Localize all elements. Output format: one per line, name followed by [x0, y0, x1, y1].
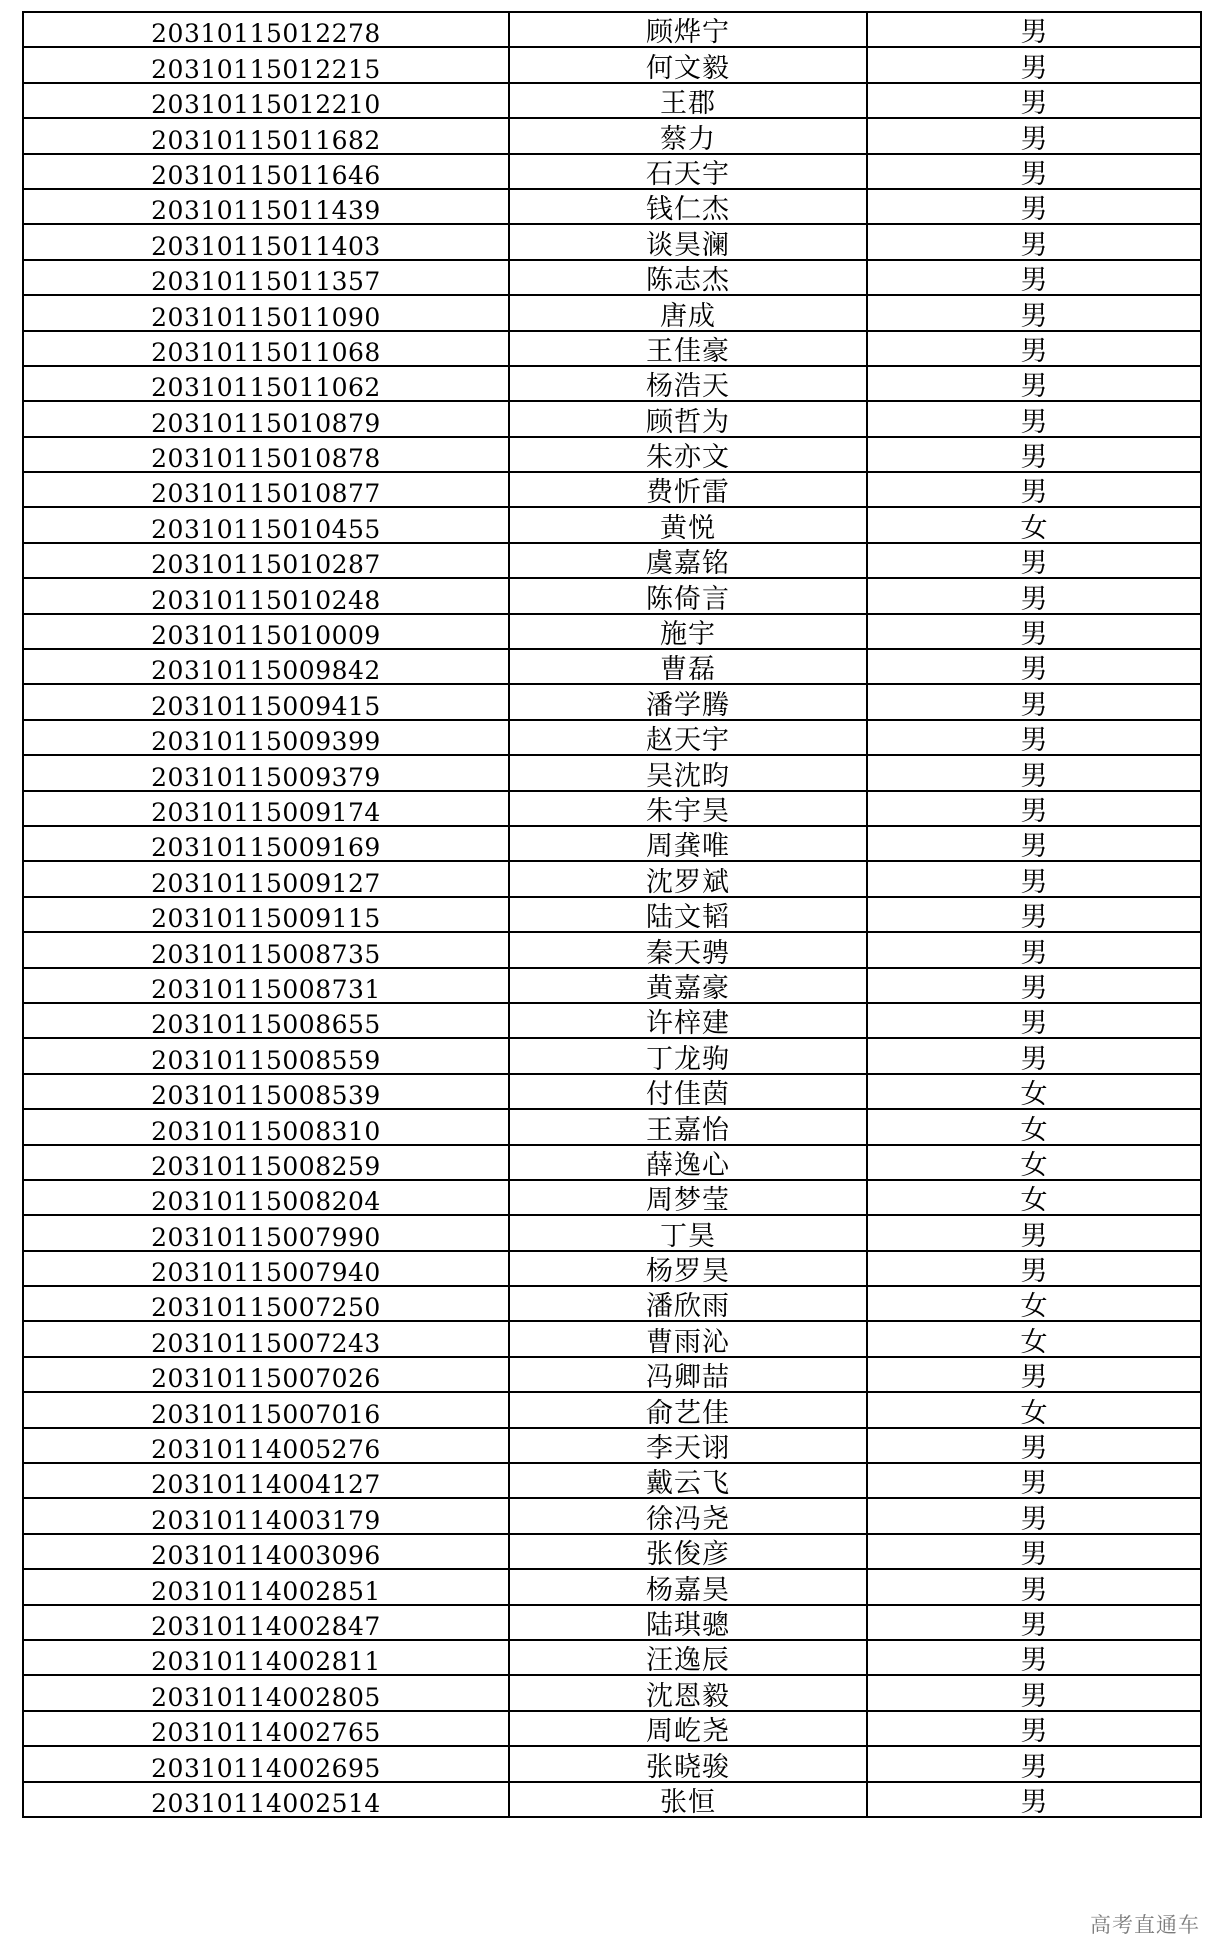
student-name-cell: 吴沈昀	[509, 755, 867, 790]
student-name-cell: 周梦莹	[509, 1180, 867, 1215]
student-name-cell: 何文毅	[509, 47, 867, 82]
table-row	[23, 1392, 1201, 1427]
exam-id-cell: 20310115011062	[23, 366, 509, 401]
exam-id-cell: 20310114005276	[23, 1428, 509, 1463]
exam-id-cell: 20310115010287	[23, 543, 509, 578]
gender-cell: 女	[867, 1286, 1201, 1321]
student-name-cell: 顾哲为	[509, 401, 867, 436]
gender-cell: 男	[867, 154, 1201, 189]
gender-cell: 男	[867, 861, 1201, 896]
table-row	[23, 47, 1201, 82]
table-row	[23, 1074, 1201, 1109]
student-name-cell: 潘欣雨	[509, 1286, 867, 1321]
gender-cell: 男	[867, 614, 1201, 649]
table-row	[23, 260, 1201, 295]
table-row	[23, 1640, 1201, 1675]
exam-id-cell: 20310115012278	[23, 12, 509, 47]
gender-cell: 男	[867, 437, 1201, 472]
gender-cell: 男	[867, 1498, 1201, 1533]
gender-cell: 男	[867, 1357, 1201, 1392]
table-row	[23, 118, 1201, 153]
gender-cell: 女	[867, 1321, 1201, 1356]
student-name-cell: 许梓建	[509, 1003, 867, 1038]
student-name-cell: 王佳豪	[509, 331, 867, 366]
gender-cell: 男	[867, 1038, 1201, 1073]
gender-cell: 男	[867, 968, 1201, 1003]
gender-cell: 男	[867, 1711, 1201, 1746]
student-name-cell: 虞嘉铭	[509, 543, 867, 578]
gender-cell: 男	[867, 366, 1201, 401]
table-row	[23, 720, 1201, 755]
gender-cell: 女	[867, 1109, 1201, 1144]
exam-id-cell: 20310115012210	[23, 83, 509, 118]
table-row	[23, 1782, 1201, 1817]
student-list-body	[23, 12, 1201, 1817]
gender-cell: 男	[867, 684, 1201, 719]
gender-cell: 女	[867, 1180, 1201, 1215]
gender-cell: 男	[867, 578, 1201, 613]
table-row	[23, 12, 1201, 47]
gender-cell: 男	[867, 897, 1201, 932]
table-row	[23, 932, 1201, 967]
gender-cell: 女	[867, 1145, 1201, 1180]
table-row	[23, 1145, 1201, 1180]
exam-id-cell: 20310115010879	[23, 401, 509, 436]
student-name-cell: 陆文韬	[509, 897, 867, 932]
exam-id-cell: 20310115009127	[23, 861, 509, 896]
exam-id-cell: 20310115008259	[23, 1145, 509, 1180]
exam-id-cell: 20310115011403	[23, 224, 509, 259]
student-name-cell: 曹雨沁	[509, 1321, 867, 1356]
student-name-cell: 曹磊	[509, 649, 867, 684]
exam-id-cell: 20310114002765	[23, 1711, 509, 1746]
gender-cell: 男	[867, 1003, 1201, 1038]
table-row	[23, 649, 1201, 684]
table-row	[23, 1746, 1201, 1781]
student-name-cell: 赵天宇	[509, 720, 867, 755]
student-name-cell: 杨浩天	[509, 366, 867, 401]
table-row	[23, 331, 1201, 366]
exam-id-cell: 20310115010877	[23, 472, 509, 507]
gender-cell: 男	[867, 826, 1201, 861]
table-row	[23, 1569, 1201, 1604]
student-name-cell: 石天宇	[509, 154, 867, 189]
gender-cell: 男	[867, 1251, 1201, 1286]
table-row	[23, 1109, 1201, 1144]
table-row	[23, 507, 1201, 542]
student-list-table	[22, 11, 1202, 1818]
student-name-cell: 王郡	[509, 83, 867, 118]
exam-id-cell: 20310115011068	[23, 331, 509, 366]
table-row	[23, 1180, 1201, 1215]
student-name-cell: 钱仁杰	[509, 189, 867, 224]
student-name-cell: 杨罗昊	[509, 1251, 867, 1286]
student-name-cell: 朱宇昊	[509, 791, 867, 826]
exam-id-cell: 20310115008559	[23, 1038, 509, 1073]
gender-cell: 男	[867, 649, 1201, 684]
gender-cell: 男	[867, 118, 1201, 153]
exam-id-cell: 20310115007940	[23, 1251, 509, 1286]
student-name-cell: 顾烨宁	[509, 12, 867, 47]
gender-cell: 女	[867, 507, 1201, 542]
student-name-cell: 秦天骋	[509, 932, 867, 967]
table-row	[23, 224, 1201, 259]
student-name-cell: 陆琪骢	[509, 1605, 867, 1640]
exam-id-cell: 20310115009379	[23, 755, 509, 790]
student-name-cell: 费忻雷	[509, 472, 867, 507]
gender-cell: 女	[867, 1074, 1201, 1109]
table-row	[23, 295, 1201, 330]
exam-id-cell: 20310115011439	[23, 189, 509, 224]
gender-cell: 男	[867, 1746, 1201, 1781]
table-row	[23, 437, 1201, 472]
table-row	[23, 826, 1201, 861]
table-row	[23, 1498, 1201, 1533]
gender-cell: 男	[867, 472, 1201, 507]
gender-cell: 男	[867, 1534, 1201, 1569]
exam-id-cell: 20310115008539	[23, 1074, 509, 1109]
student-name-cell: 陈倚言	[509, 578, 867, 613]
table-row	[23, 1321, 1201, 1356]
exam-id-cell: 20310115010455	[23, 507, 509, 542]
exam-id-cell: 20310114004127	[23, 1463, 509, 1498]
gender-cell: 男	[867, 260, 1201, 295]
gender-cell: 男	[867, 791, 1201, 826]
gender-cell: 男	[867, 1605, 1201, 1640]
exam-id-cell: 20310115009842	[23, 649, 509, 684]
exam-id-cell: 20310115009169	[23, 826, 509, 861]
student-name-cell: 陈志杰	[509, 260, 867, 295]
table-row	[23, 1534, 1201, 1569]
gender-cell: 男	[867, 12, 1201, 47]
student-name-cell: 王嘉怡	[509, 1109, 867, 1144]
gender-cell: 男	[867, 543, 1201, 578]
exam-id-cell: 20310115009174	[23, 791, 509, 826]
student-name-cell: 谈昊澜	[509, 224, 867, 259]
table-row	[23, 791, 1201, 826]
exam-id-cell: 20310114002695	[23, 1746, 509, 1781]
student-name-cell: 付佳茵	[509, 1074, 867, 1109]
student-name-cell: 张恒	[509, 1782, 867, 1817]
table-row	[23, 1038, 1201, 1073]
student-name-cell: 沈恩毅	[509, 1675, 867, 1710]
table-row	[23, 472, 1201, 507]
exam-id-cell: 20310115008731	[23, 968, 509, 1003]
exam-id-cell: 20310114002805	[23, 1675, 509, 1710]
watermark-text: 高考直通车	[1090, 1909, 1200, 1939]
gender-cell: 男	[867, 295, 1201, 330]
student-name-cell: 黄悦	[509, 507, 867, 542]
student-name-cell: 汪逸辰	[509, 1640, 867, 1675]
exam-id-cell: 20310115011682	[23, 118, 509, 153]
exam-id-cell: 20310115007026	[23, 1357, 509, 1392]
table-row	[23, 1605, 1201, 1640]
student-name-cell: 张俊彦	[509, 1534, 867, 1569]
student-name-cell: 施宇	[509, 614, 867, 649]
exam-id-cell: 20310115009399	[23, 720, 509, 755]
table-row	[23, 1286, 1201, 1321]
exam-id-cell: 20310114003179	[23, 1498, 509, 1533]
table-row	[23, 968, 1201, 1003]
table-row	[23, 897, 1201, 932]
student-name-cell: 潘学腾	[509, 684, 867, 719]
exam-id-cell: 20310115008655	[23, 1003, 509, 1038]
gender-cell: 男	[867, 1428, 1201, 1463]
table-row	[23, 684, 1201, 719]
student-name-cell: 俞艺佳	[509, 1392, 867, 1427]
table-row	[23, 1711, 1201, 1746]
table-row	[23, 1357, 1201, 1392]
exam-id-cell: 20310115009115	[23, 897, 509, 932]
exam-id-cell: 20310114002851	[23, 1569, 509, 1604]
student-name-cell: 蔡力	[509, 118, 867, 153]
exam-id-cell: 20310115008204	[23, 1180, 509, 1215]
gender-cell: 女	[867, 1392, 1201, 1427]
exam-id-cell: 20310114002514	[23, 1782, 509, 1817]
student-name-cell: 沈罗斌	[509, 861, 867, 896]
exam-id-cell: 20310114002847	[23, 1605, 509, 1640]
gender-cell: 男	[867, 83, 1201, 118]
exam-id-cell: 20310115007250	[23, 1286, 509, 1321]
exam-id-cell: 20310115008310	[23, 1109, 509, 1144]
table-row	[23, 1675, 1201, 1710]
exam-id-cell: 20310115011646	[23, 154, 509, 189]
student-name-cell: 丁龙驹	[509, 1038, 867, 1073]
exam-id-cell: 20310114003096	[23, 1534, 509, 1569]
exam-id-cell: 20310115010248	[23, 578, 509, 613]
gender-cell: 男	[867, 720, 1201, 755]
table-row	[23, 578, 1201, 613]
student-name-cell: 周龚唯	[509, 826, 867, 861]
gender-cell: 男	[867, 1675, 1201, 1710]
table-row	[23, 189, 1201, 224]
student-name-cell: 薛逸心	[509, 1145, 867, 1180]
student-name-cell: 杨嘉昊	[509, 1569, 867, 1604]
gender-cell: 男	[867, 224, 1201, 259]
student-name-cell: 丁昊	[509, 1215, 867, 1250]
exam-id-cell: 20310115009415	[23, 684, 509, 719]
exam-id-cell: 20310115007990	[23, 1215, 509, 1250]
table-row	[23, 154, 1201, 189]
gender-cell: 男	[867, 932, 1201, 967]
student-name-cell: 周屹尧	[509, 1711, 867, 1746]
gender-cell: 男	[867, 401, 1201, 436]
gender-cell: 男	[867, 331, 1201, 366]
gender-cell: 男	[867, 189, 1201, 224]
table-row	[23, 543, 1201, 578]
table-row	[23, 366, 1201, 401]
table-row	[23, 83, 1201, 118]
exam-id-cell: 20310115010878	[23, 437, 509, 472]
exam-id-cell: 20310115008735	[23, 932, 509, 967]
gender-cell: 男	[867, 1640, 1201, 1675]
gender-cell: 男	[867, 755, 1201, 790]
gender-cell: 男	[867, 47, 1201, 82]
table-row	[23, 1251, 1201, 1286]
table-row	[23, 755, 1201, 790]
exam-id-cell: 20310115011090	[23, 295, 509, 330]
student-name-cell: 朱亦文	[509, 437, 867, 472]
table-row	[23, 1003, 1201, 1038]
exam-id-cell: 20310115011357	[23, 260, 509, 295]
gender-cell: 男	[867, 1569, 1201, 1604]
table-row	[23, 1463, 1201, 1498]
student-name-cell: 徐冯尧	[509, 1498, 867, 1533]
table-row	[23, 614, 1201, 649]
table-row	[23, 401, 1201, 436]
gender-cell: 男	[867, 1463, 1201, 1498]
table-row	[23, 861, 1201, 896]
gender-cell: 男	[867, 1215, 1201, 1250]
student-name-cell: 冯卿喆	[509, 1357, 867, 1392]
student-name-cell: 张晓骏	[509, 1746, 867, 1781]
exam-id-cell: 20310115007243	[23, 1321, 509, 1356]
document-page	[22, 11, 1200, 1818]
student-name-cell: 李天诩	[509, 1428, 867, 1463]
exam-id-cell: 20310115010009	[23, 614, 509, 649]
student-name-cell: 戴云飞	[509, 1463, 867, 1498]
exam-id-cell: 20310115012215	[23, 47, 509, 82]
student-name-cell: 唐成	[509, 295, 867, 330]
exam-id-cell: 20310115007016	[23, 1392, 509, 1427]
exam-id-cell: 20310114002811	[23, 1640, 509, 1675]
student-name-cell: 黄嘉豪	[509, 968, 867, 1003]
table-row	[23, 1428, 1201, 1463]
table-row	[23, 1215, 1201, 1250]
gender-cell: 男	[867, 1782, 1201, 1817]
